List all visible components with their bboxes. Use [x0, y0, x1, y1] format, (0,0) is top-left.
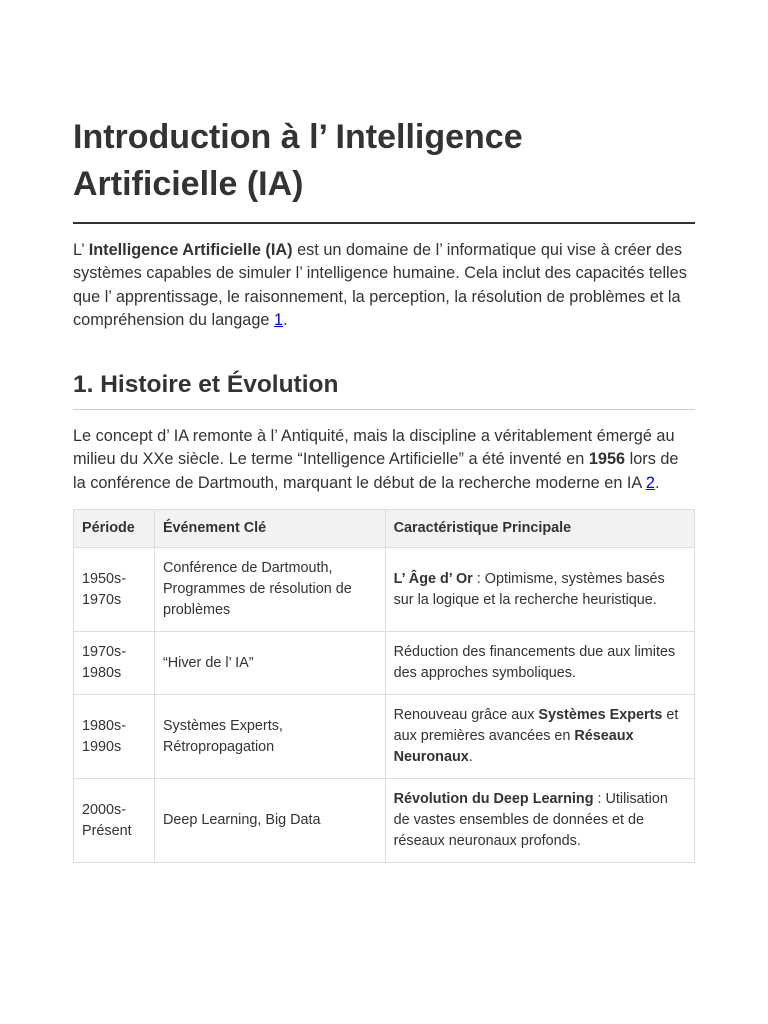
cell-event: Systèmes Experts, Rétropropagation	[154, 695, 385, 779]
table-row	[74, 779, 695, 863]
title-divider	[73, 222, 695, 224]
intro-paragraph	[73, 239, 695, 332]
cell-characteristic	[385, 695, 694, 779]
cell-text: et aux premières avancées en	[393, 707, 679, 745]
section-heading-histoire: 1. Histoire et Évolution	[73, 371, 339, 399]
section-text-start: Le concept d’ IA remonte à l’ Antiquité, mais la discipline a véritablement émergé au milieu du XXe siècle. Le terme “Intelligence Artificielle” a été inventé en	[73, 427, 675, 469]
cell-bold-text: Réseaux Neuronaux	[393, 728, 634, 766]
table-row	[74, 632, 695, 695]
page-title: Introduction à l’ Intelligence Artificielle (IA)	[73, 118, 523, 203]
cell-period: 2000s-Présent	[74, 779, 155, 863]
cell-bold-text: L’ Âge d’ Or	[393, 570, 473, 587]
cell-bold-text: Révolution du Deep Learning	[393, 791, 594, 808]
table-row	[74, 695, 695, 779]
cell-characteristic	[385, 548, 694, 632]
section-bold-year: 1956	[588, 450, 626, 469]
cell-event: Deep Learning, Big Data	[154, 779, 385, 863]
cell-characteristic: Réduction des financements due aux limites des approches symboliques.	[385, 632, 694, 695]
intro-text-start: L’	[73, 241, 89, 259]
section-paragraph	[73, 425, 695, 495]
cell-period: 1980s-1990s	[74, 695, 155, 779]
history-table	[73, 509, 695, 863]
column-header-caracteristique: Caractéristique Principale	[385, 510, 694, 548]
footnote-link-1[interactable]: 1	[273, 310, 284, 329]
cell-bold-text: Systèmes Experts	[538, 707, 663, 724]
cell-event: “Hiver de l’ IA”	[154, 632, 385, 695]
intro-text-end: .	[283, 310, 288, 329]
cell-text: : Optimisme, systèmes basés sur la logique et la recherche heuristique.	[393, 570, 665, 608]
column-header-periode: Période	[74, 510, 155, 548]
section-text-end: .	[654, 473, 660, 492]
cell-characteristic	[385, 779, 694, 863]
column-header-evenement: Événement Clé	[154, 510, 385, 548]
section-text-body: lors de la conférence de Dartmouth, marquant le début de la recherche moderne en IA	[73, 450, 679, 492]
cell-text: : Utilisation de vastes ensembles de données et de réseaux neuronaux profonds.	[393, 791, 668, 850]
section-divider	[73, 409, 695, 410]
cell-text: .	[468, 749, 473, 766]
cell-text: Renouveau grâce aux	[393, 707, 539, 724]
cell-period: 1950s-1970s	[74, 548, 155, 632]
table-row	[74, 548, 695, 632]
table-header-row	[74, 510, 695, 548]
intro-bold-term: Intelligence Artificielle (IA)	[88, 241, 293, 259]
cell-period: 1970s-1980s	[74, 632, 155, 695]
footnote-link-2[interactable]: 2	[645, 473, 655, 492]
cell-event: Conférence de Dartmouth, Programmes de résolution de problèmes	[154, 548, 385, 632]
intro-text-body: est un domaine de l’ informatique qui vise à créer des systèmes capables de simuler l’ intelligence humaine. Cela inclut des capacités telles que l’ apprentissage, le raisonnement, la perception, la résolution de problèmes et la compréhension du langage	[73, 241, 687, 329]
